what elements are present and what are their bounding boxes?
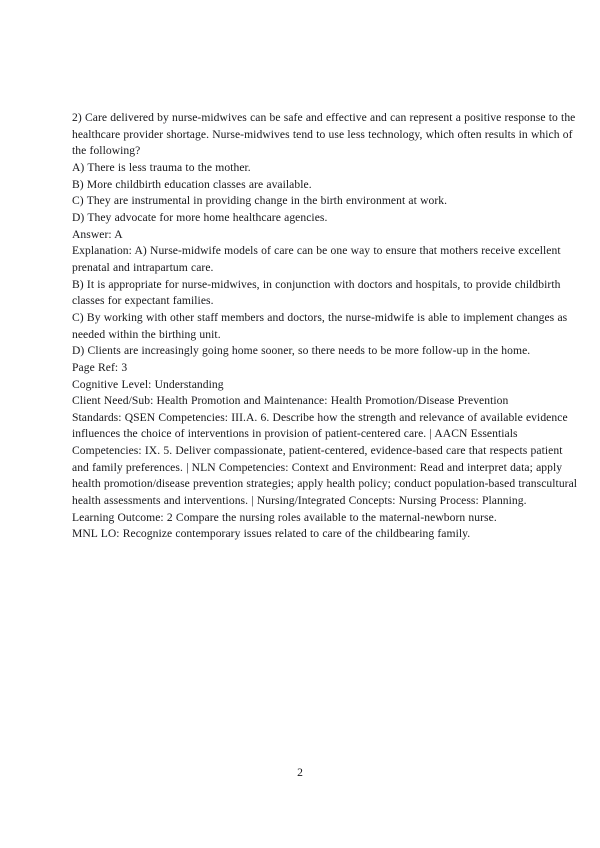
choice-c: C) They are instrumental in providing change in the birth environment at work. [72,194,448,208]
page-ref: Page Ref: 3 [72,360,128,374]
choice-d: D) They advocate for more home healthcare agencies. [72,210,328,224]
explanation-a: Explanation: A) Nurse-midwife models of care can be one way to ensure that mothers receive excellent prenatal and intrapartum care. [72,244,561,274]
learning-outcome: Learning Outcome: 2 Compare the nursing roles available to the maternal-newborn nurse. [72,510,497,524]
explanation-d: D) Clients are increasingly going home sooner, so there needs to be more follow-up in the home. [72,344,531,358]
cognitive-level: Cognitive Level: Understanding [72,377,224,391]
document-text-body [72,110,580,543]
standards-competencies: Standards: QSEN Competencies: III.A. 6. Describe how the strength and relevance of available evidence influences the choice of interventions in provision of patient-centered care. | AACN Essentials Competencies: IX. 5. Deliver compassionate, patient-centered, evidence-based care that respects patient and family preferences. | NLN Competencies: Context and Environment: Read and interpret data; apply health promotion/disease prevention strategies; apply health policy; conduct population-based transcultural health assessments and interventions. | Nursing/Integrated Concepts: Nursing Process: Planning. [72,410,578,508]
choice-a: A) There is less trauma to the mother. [72,160,251,174]
choice-b: B) More childbirth education classes are available. [72,177,312,191]
question-stem: 2) Care delivered by nurse-midwives can be safe and effective and can represent a positive response to the healthcare provider shortage. Nurse-midwives tend to use less technology, which often results in which of the following? [72,111,576,158]
answer-line: Answer: A [72,227,123,241]
explanation-c: C) By working with other staff members and doctors, the nurse-midwife is able to implement changes as needed within the birthing unit. [72,310,568,341]
client-need-sub: Client Need/Sub: Health Promotion and Maintenance: Health Promotion/Disease Prevention [72,394,509,408]
page-number: 2 [297,766,303,779]
mnl-learning-objective: MNL LO: Recognize contemporary issues related to care of the childbearing family. [72,527,471,541]
explanation-b: B) It is appropriate for nurse-midwives, in conjunction with doctors and hospitals, to provide childbirth classes for expectant families. [72,277,561,308]
